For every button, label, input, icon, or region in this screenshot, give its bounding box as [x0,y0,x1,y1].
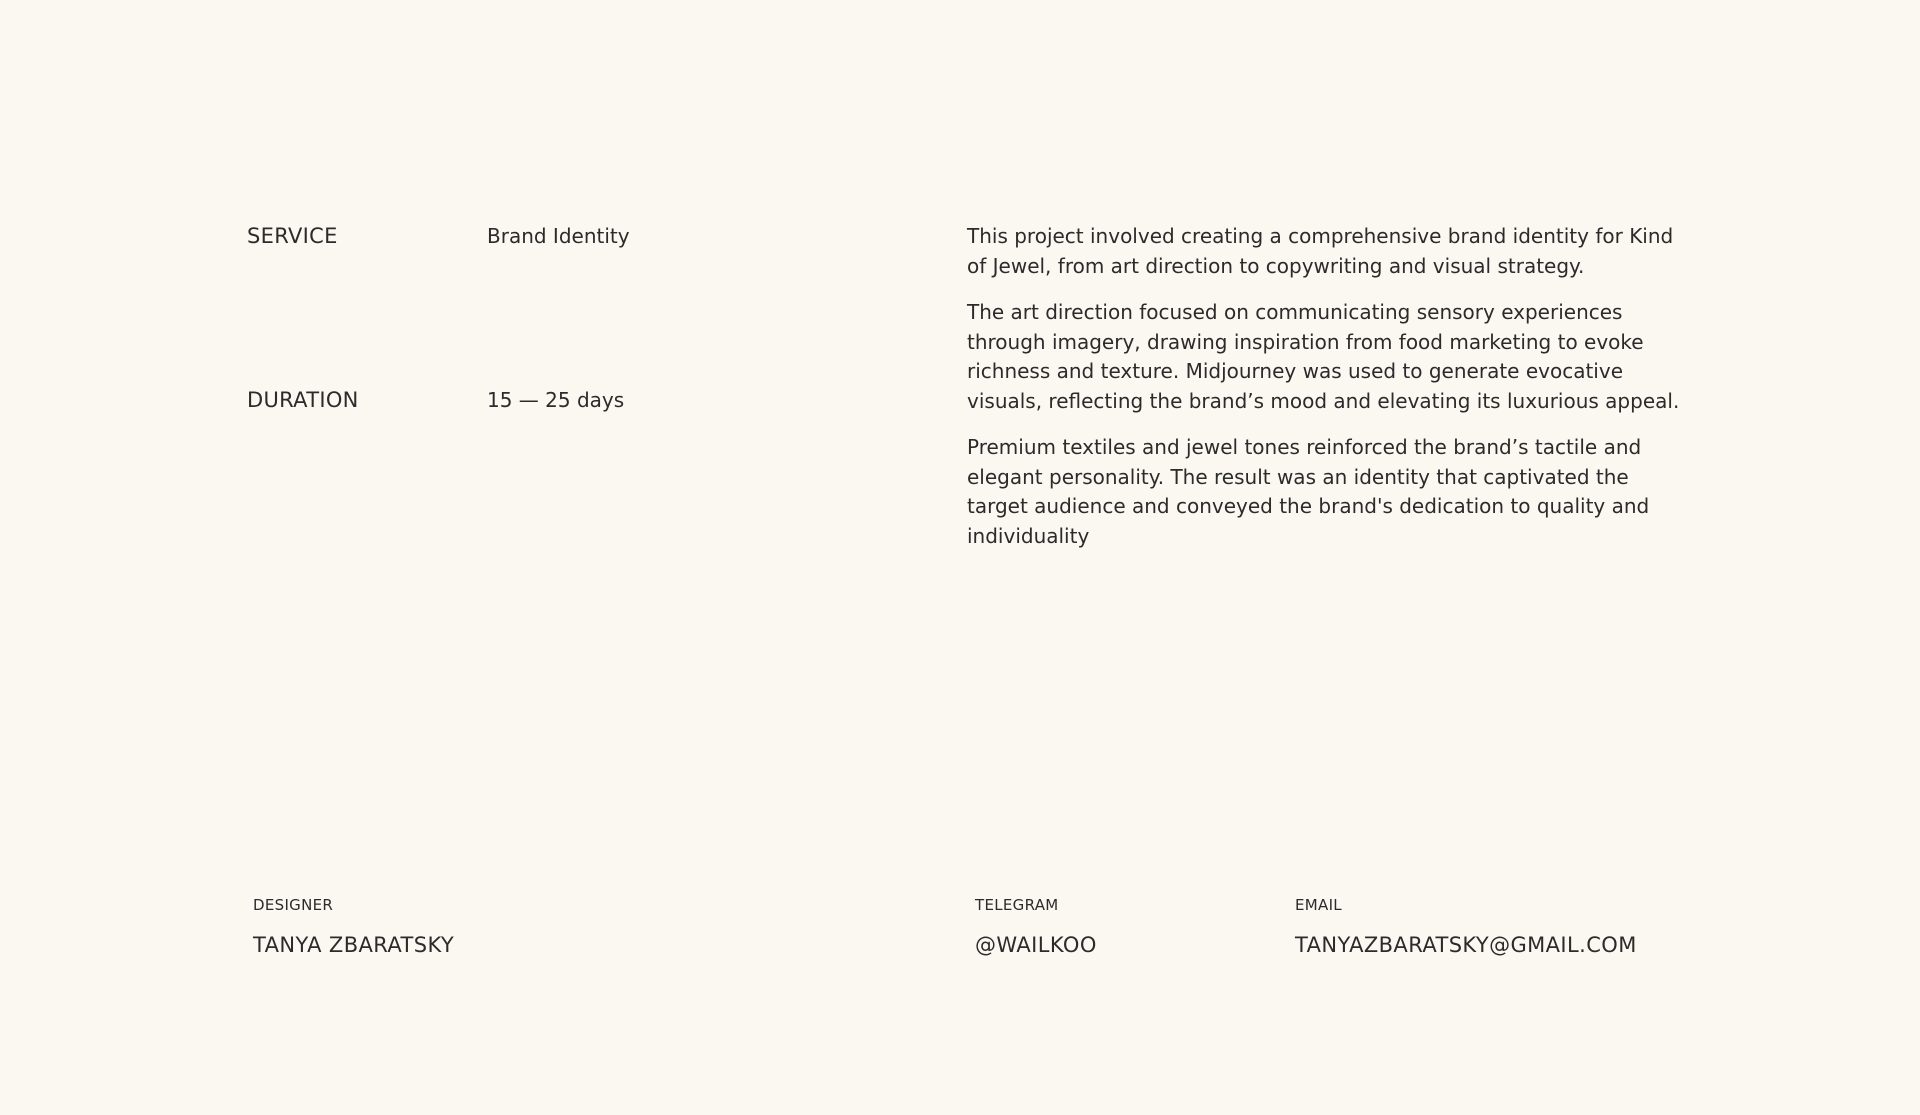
telegram-label: TELEGRAM [975,896,1059,914]
designer-label: DESIGNER [253,896,334,914]
service-label: SERVICE [247,224,338,248]
description-paragraph: Premium textiles and jewel tones reinforced the brand’s tactile and elegant personality. The result was an identity that captivated the target audience and conveyed the brand's dedication to quality and individuality [967,435,1650,548]
email-link[interactable]: TANYAZBARATSKY@GMAIL.COM [1295,933,1637,957]
service-value: Brand Identity [487,224,630,248]
duration-label: DURATION [247,388,359,412]
duration-value: 15 — 25 days [487,388,625,412]
telegram-handle[interactable]: @WAILKOO [975,933,1097,957]
project-description [967,222,1687,568]
email-label: EMAIL [1295,896,1342,914]
designer-name: TANYA ZBARATSKY [253,933,455,957]
description-paragraph: This project involved creating a comprehensive brand identity for Kind of Jewel, from art direction to copywriting and visual strategy. [967,224,1674,278]
description-paragraph: The art direction focused on communicating sensory experiences through imagery, drawing inspiration from food marketing to evoke richness and texture. Midjourney was used to generate evocative visuals, reflecting the brand’s mood and elevating its luxurious appeal. [967,300,1680,413]
